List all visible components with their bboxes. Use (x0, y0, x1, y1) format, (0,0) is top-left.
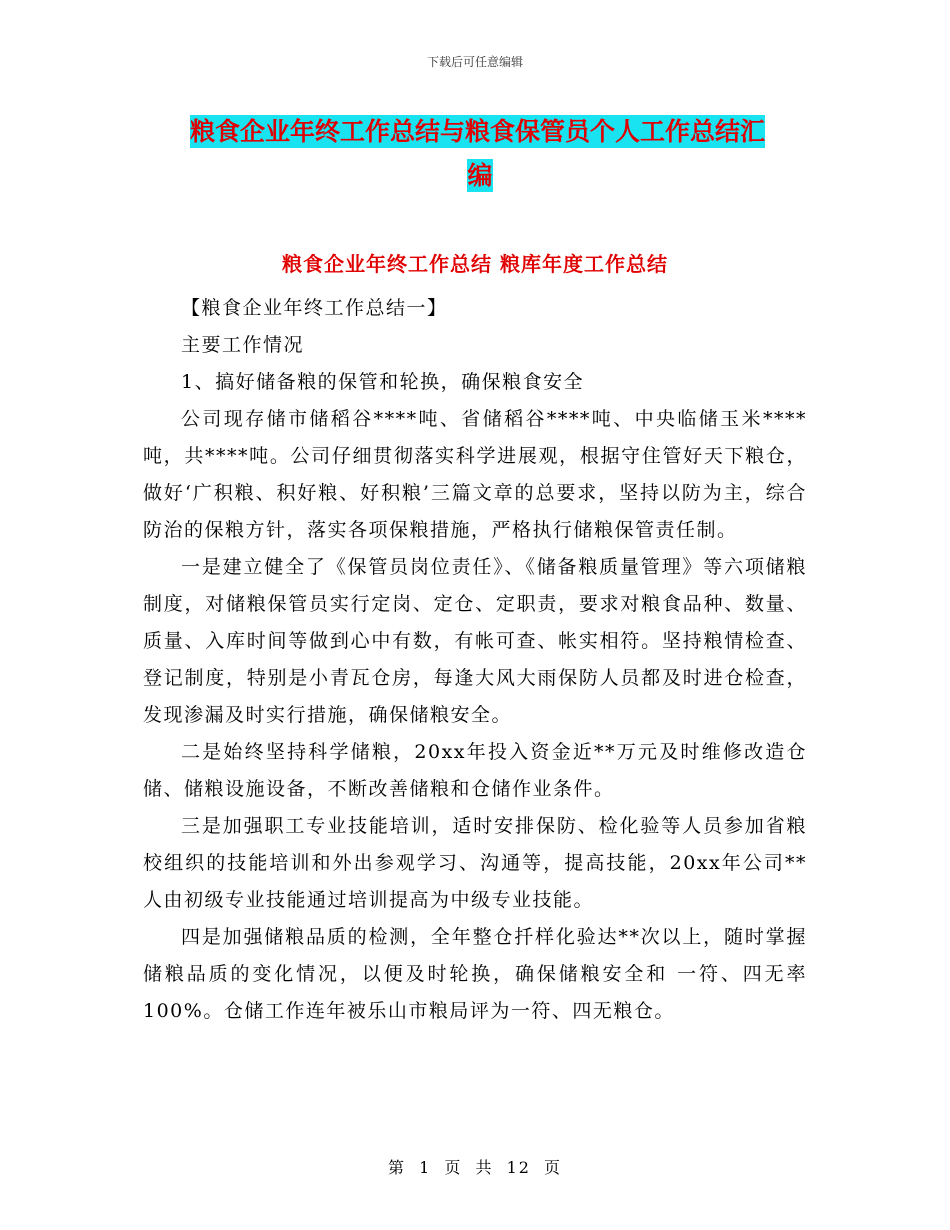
page-header-note: 下载后可任意编辑 (426, 55, 523, 69)
paragraph: 四是加强储粮品质的检测，全年整仓扦样化验达**次以上，随时掌握储粮品质的变化情况，以便及时轮换，确保储粮安全和 一符、四无率 100%。仓储工作连年被乐山市粮局评为一符、四无粮仓。 (143, 926, 807, 1022)
title-line-1: 粮食企业年终工作总结与粮食保管员个人工作总结汇 (190, 117, 766, 146)
paragraph: 一是建立健全了《保管员岗位责任》、《储备粮质量管理》等六项储粮制度，对储粮保管员实行定岗、定仓、定职责，要求对粮食品种、数量、质量、入库时间等做到心中有数，有帐可查、帐实相符。坚持粮情检查、登记制度，特别是小青瓦仓房，每逢大风大雨保防人员都及时进仓检查，发现渗漏及时实行措施，确保储粮安全。 (143, 556, 807, 726)
document-title (190, 110, 810, 198)
page-footer (0, 1155, 950, 1178)
paragraph: 公司现存储市储稻谷****吨、省储稻谷****吨、中央临储玉米****吨，共****吨。公司仔细贯彻落实科学进展观，根据守住管好天下粮仓，做好‘广积粮、积好粮、好积粮’三篇文章的总要求，坚持以防为主，综合防治的保粮方针，落实各项保粮措施，严格执行储粮保管责任制。 (143, 408, 807, 541)
footer-page-word: 页 (444, 1158, 463, 1177)
footer-page-number: 1 (419, 1158, 432, 1177)
footer-total-word: 共 (475, 1158, 494, 1177)
paragraph-heading: 主要工作情况 (181, 334, 305, 356)
title-line-2: 编 (467, 161, 493, 190)
footer-suffix: 页 (544, 1158, 563, 1177)
footer-prefix: 第 (387, 1158, 406, 1177)
section-subtitle: 粮食企业年终工作总结 粮库年度工作总结 (282, 252, 668, 276)
paragraph-subheading: 1、搞好储备粮的保管和轮换，确保粮食安全 (181, 371, 585, 393)
document-body (143, 290, 807, 1030)
footer-total-pages: 12 (506, 1158, 531, 1177)
paragraph: 二是始终坚持科学储粮，20xx年投入资金近**万元及时维修改造仓储、储粮设施设备，不断改善储粮和仓储作业条件。 (143, 741, 807, 800)
paragraph-section-label: 【粮食企业年终工作总结一】 (181, 297, 448, 319)
paragraph: 三是加强职工专业技能培训，适时安排保防、检化验等人员参加省粮校组织的技能培训和外出参观学习、沟通等，提高技能，20xx年公司**人由初级专业技能通过培训提高为中级专业技能。 (143, 815, 807, 911)
